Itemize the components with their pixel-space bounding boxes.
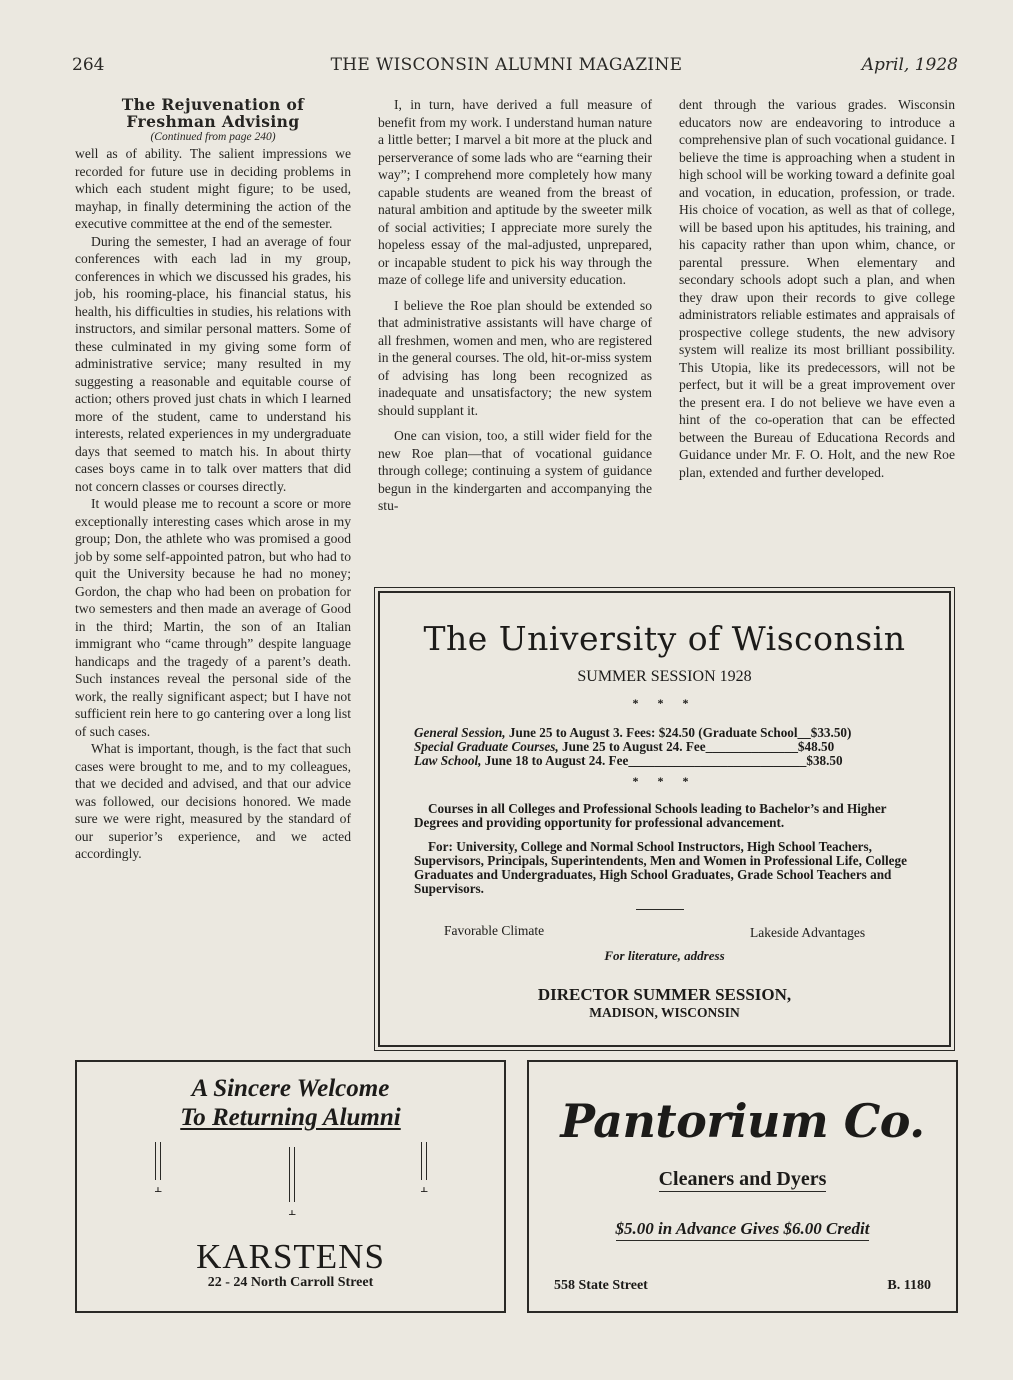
continued-note: (Continued from page 240) [150,131,276,143]
credit-text: $5.00 in Advance Gives $6.00 Credit [616,1219,870,1241]
tagline [529,1168,956,1191]
tagline-text: Cleaners and Dyers [658,1168,827,1190]
fee-row [414,753,920,768]
fee-text: June 25 to August 24. Fee______________$48.50 [558,739,835,754]
issue-date: April, 1928 [861,55,958,75]
magazine-title: THE WISCONSIN ALUMNI MAGAZINE [330,55,683,75]
pantorium-ad [527,1060,958,1313]
karstens-address: 22 - 24 North Carroll Street [207,1275,374,1290]
karstens-name: KARSTENS [196,1237,385,1276]
lakeside-text: Lakeside Advantages [750,925,866,940]
literature-text: For literature, address [604,948,725,963]
article-column-3 [679,96,955,481]
fee-row [414,739,920,754]
welcome-line-2: To Returning Alumni [180,1104,401,1131]
star-divider: * * * [632,774,697,788]
ad-title: The University of Wisconsin [423,619,906,658]
pantorium-name: Pantorium Co. [560,1094,925,1148]
audience-text: For: University, College and Normal School Instructors, High School Teachers, Supervisors, Principals, Superintendents, Men and Women in Professional Life, College Graduates and Undergraduates, High School Graduates, Grade School Teachers and Supervisors. [414,839,907,896]
session-title: SUMMER SESSION 1928 [577,668,752,685]
pantorium-address: 558 State Street [554,1278,648,1293]
paragraph: I believe the Roe plan should be extended so that administrative assistants will have charge of all freshmen, women and men, who are registered in the general courses. The old, hit-or-miss system of advising has long been recognized as inadequate and unsatisfactory; the new system should supplant it. [378,297,652,418]
article-column-1 [75,96,351,863]
paragraph: I, in turn, have derived a full measure of benefit from my work. I understand human nature a little better; I marvel a bit more at the pluck and perserverance of some lads who are “earning their way”; I comprehend more completely how many capable students are weaned from the breast of natural ambition and aptitude by the sweeter milk of social activities; I appreciate more surely the hopeless essay of the mal-adjusted, unprepared, or incapable student to pick his way through the maze of college life and university education. [378,97,652,287]
fee-row [414,725,920,740]
fee-label: General Session, [414,725,506,740]
paragraph: One can vision, too, a still wider field for the new Roe plan—that of vocational guidance through college; continuing a system of guidance begun in the kindergarten and accompanying the stu- [378,428,652,513]
paragraph: What is important, though, is the fact that such cases were brought to me, and to my colleagues, that we decided and advised, and that our advice was followed, our decisions honored. We made sure we were right, measured by the standard of our superior’s experience, and we acted accordingly. [75,741,351,861]
paragraph: well as of ability. The salient impressions we recorded for future use in deciding problems in which each student might figure; to be used, mayhap, in finally determining the action of the executive committee at the end of the semester. [75,146,351,231]
university-summer-session-ad [378,591,951,1047]
paragraph: During the semester, I had an average of four conferences with each lad in my group, conferences in which we discussed his grades, his job, his rooming-place, his financial status, his health, his difficulties in studies, his relations with instructors, and similar personal matters. Some of these culminated in my giving some form of administrative service; many resulted in my suggesting a reasonable and equitable course of action; others proved just chats in which I learned more of the student, came to understand his interests, related experiences in my undergraduate days that seemed to match his. In about thirty cases boys came in to talk over matters that did not concern classes or courses directly. [75,233,351,494]
karstens-ad: A Sincere Welcome To Returning Alumni ⫠ ⫠ ⫠ KARSTENS 22 - 24 North Carroll Street [75,1060,506,1313]
star-divider: * * * [632,696,697,710]
fee-label: Special Graduate Courses, [414,739,559,754]
paragraph: It would please me to recount a score or more exceptionally interesting cases which arose in my group; Don, the athlete who was promised a good job by some self-appointed patron, but who had to quit the University because he had no money; Gordon, the chap who had been on probation for two semesters and then made an average of Good in the third; Martin, the son of an Italian immigrant who “came through” despite language handicaps and the tragedy of a parent’s death. Such instances reveal the personal side of the work, the really significant aspect; but I have not sufficient rein here to go cantering over a long list of such cases. [75,496,351,739]
fee-text: June 18 to August 24. Fee___________________________$38.50 [481,753,843,768]
article-column-2 [378,96,652,515]
divider [636,909,684,910]
climate-text: Favorable Climate [444,923,545,938]
fee-label: Law School, [414,753,482,768]
director-text: DIRECTOR SUMMER SESSION, [537,985,792,1004]
welcome-line-1: A Sincere Welcome [191,1075,390,1102]
page-number: 264 [72,55,105,75]
fee-text: June 25 to August 3. Fees: $24.50 (Graduate School__$33.50) [505,725,852,740]
courses-text: Courses in all Colleges and Professional Schools leading to Bachelor’s and Higher Degrees and providing opportunity for professional advancement. [414,801,887,830]
paragraph: dent through the various grades. Wisconsin educators now are endeavoring to introduce a comprehensive plan of such vocational guidance. I believe the time is approaching when a student in high school will be working toward a definite goal and vocation, in education, profession, or trade. His choice of vocation, as well as that of college, will be based upon his aptitudes, his training, and his capacity rather than upon whim, chance, or parental pressure. When elementary and secondary schools adopt such a plan, and when they draw upon their records to give college administrators reliable estimates and appraisals of prospective college students, the new advisory system will realize its most brilliant possibility. This Utopia, like its predecessors, will not be perfect, but it will be a great improvement over the present era. I do not believe we have even a hint of the co-operation that can be effected between the Bureau of Educationa Records and Guidance under Mr. F. O. Holt, and the new Roe plan, extended and further developed. [679,97,955,480]
credit-offer [529,1219,956,1239]
pantorium-phone: B. 1180 [887,1278,931,1293]
article-title: The Rejuvenation of Freshman Advising [121,95,305,131]
madison-text: MADISON, WISCONSIN [589,1005,740,1020]
